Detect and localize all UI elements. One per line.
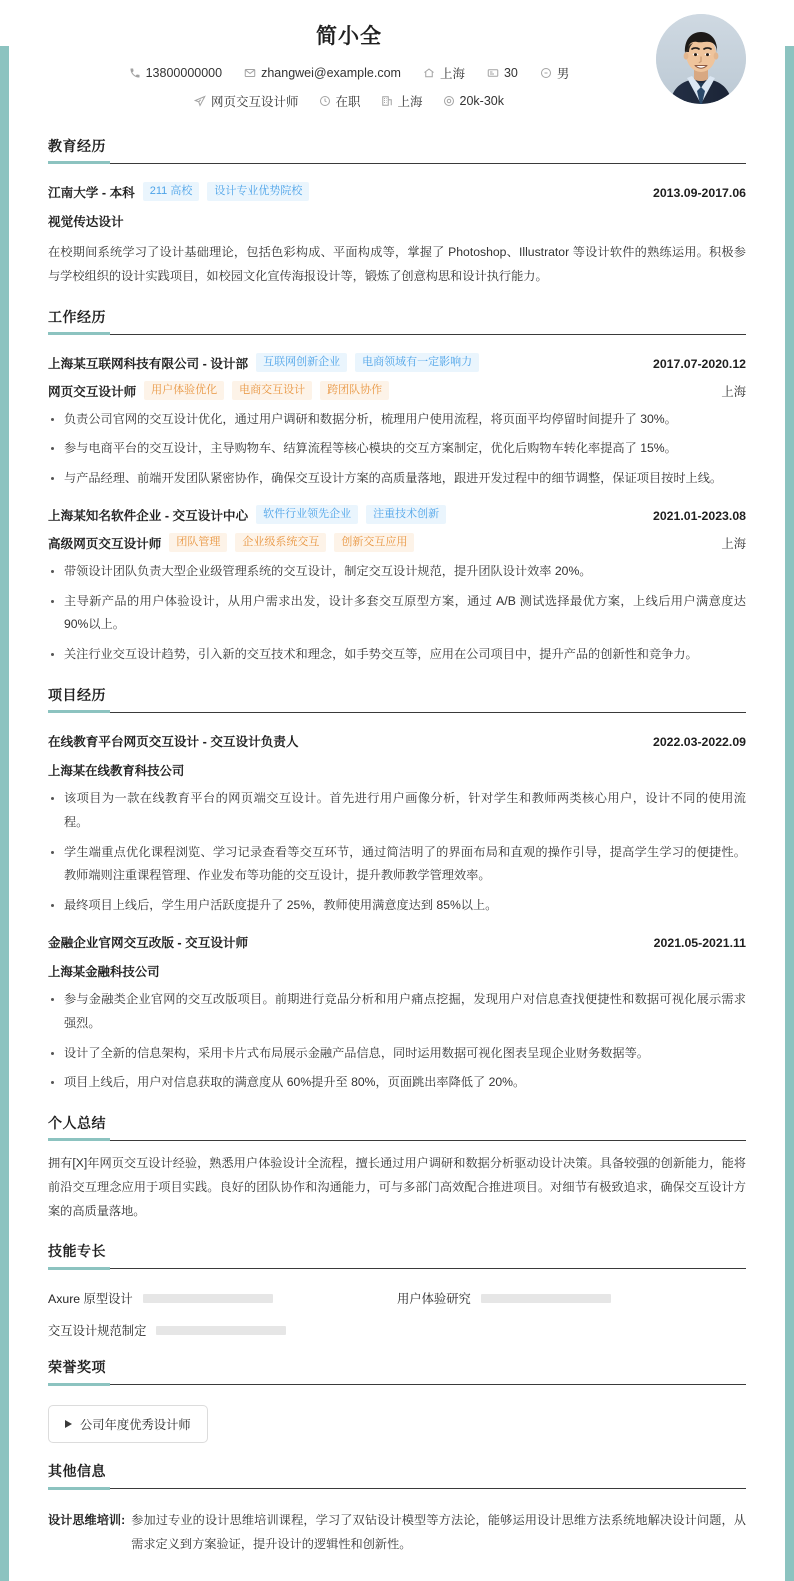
job-meta-row	[48, 92, 746, 110]
work-location: 上海	[721, 384, 746, 399]
contact-age-text: 30	[503, 66, 518, 80]
project-name: 金融企业官网交互改版 - 交互设计师	[48, 935, 249, 950]
work-entry-org-group	[48, 505, 446, 524]
skill-progress-bar	[143, 1294, 273, 1303]
work-role: 网页交互设计师	[48, 384, 137, 399]
project-bullet: 学生端重点优化课程浏览、学习记录查看等交互环节，通过简洁明了的界面布局和直观的操作引导，提高学生学习的便捷性。教师端则注重课程管理、作业发布等功能的交互设计，提升教师教学管理效率。	[48, 841, 746, 889]
work-bullet: 负责公司官网的交互设计优化，通过用户调研和数据分析，梳理用户使用流程，将页面平均停留时间提升了 30%。	[48, 408, 746, 432]
section-header-education	[48, 136, 746, 164]
section-header-summary	[48, 1113, 746, 1141]
project-entry-headline	[48, 731, 746, 750]
education-tag: 设计专业优势院校	[207, 182, 309, 201]
section-title-work: 工作经历	[48, 308, 106, 325]
section-other-info	[48, 1461, 746, 1557]
education-date: 2013.09-2017.06	[653, 186, 746, 200]
job-target-text: 网页交互设计师	[210, 95, 299, 109]
project-company: 上海某在线教育科技公司	[48, 764, 185, 779]
work-company: 上海某互联网科技有限公司 - 设计部	[48, 356, 249, 371]
section-header-projects	[48, 685, 746, 713]
skill-item	[48, 1289, 397, 1307]
contact-age	[487, 66, 518, 80]
candidate-name: 简小全	[316, 25, 382, 48]
work-company-tag: 电商领域有一定影响力	[355, 353, 479, 372]
skill-item	[397, 1289, 746, 1307]
email-icon	[244, 67, 256, 79]
project-entry	[48, 918, 746, 1095]
work-role-group	[48, 381, 389, 400]
honor-chip[interactable]	[48, 1405, 208, 1443]
id-card-icon	[487, 67, 499, 79]
job-city-text: 上海	[397, 95, 423, 109]
section-projects	[48, 685, 746, 1095]
other-info-label: 设计思维培训:	[48, 1513, 126, 1528]
project-bullet-list	[48, 988, 746, 1095]
avatar-photo	[656, 14, 746, 104]
skill-progress-bar	[481, 1294, 611, 1303]
education-tag: 211 高校	[143, 182, 200, 201]
job-salary-text: 20k-30k	[459, 94, 505, 108]
section-work	[48, 307, 746, 667]
section-title-other-info: 其他信息	[48, 1463, 106, 1480]
work-company-tag: 注重技术创新	[366, 505, 446, 524]
education-major: 视觉传达设计	[48, 215, 124, 229]
work-company-tag: 互联网创新企业	[256, 353, 347, 372]
section-education	[48, 136, 746, 289]
play-triangle-icon	[65, 1420, 72, 1428]
section-skills	[48, 1241, 746, 1339]
work-entry-role-row	[48, 533, 746, 552]
work-bullet: 与产品经理、前端开发团队紧密协作，确保交互设计方案的高质量落地，跟进开发过程中的细节调整，保证项目按时上线。	[48, 467, 746, 491]
honors-list	[48, 1389, 746, 1443]
other-info-item	[48, 1493, 746, 1557]
gender-icon	[540, 67, 552, 79]
contact-email	[244, 66, 401, 80]
work-bullet-list	[48, 408, 746, 491]
contact-row	[48, 64, 746, 82]
work-entry-org-group	[48, 353, 479, 372]
project-bullet-list	[48, 787, 746, 918]
skill-progress-bar	[156, 1326, 286, 1335]
education-school: 江南大学 - 本科	[48, 186, 135, 200]
work-bullet: 主导新产品的用户体验设计，从用户需求出发，设计多套交互原型方案，通过 A/B 测试选择最优方案，上线后用户满意度达 90%以上。	[48, 590, 746, 638]
work-entry-role-row	[48, 381, 746, 400]
work-date: 2021.01-2023.08	[653, 508, 746, 523]
project-name: 在线教育平台网页交互设计 - 交互设计负责人	[48, 735, 299, 750]
education-entry-org-group	[48, 182, 309, 201]
work-company: 上海某知名软件企业 - 交互设计中心	[48, 508, 249, 523]
work-bullet: 关注行业交互设计趋势，引入新的交互技术和理念，如手势交互等，应用在公司项目中，提升产品的创新性和竞争力。	[48, 643, 746, 667]
project-entry-headline	[48, 932, 746, 951]
work-entry-headline	[48, 505, 746, 524]
work-role-tag: 跨团队协作	[320, 381, 389, 400]
contact-gender-text: 男	[556, 67, 570, 81]
work-entry	[48, 339, 746, 491]
project-bullet: 设计了全新的信息架构，采用卡片式布局展示金融产品信息，同时运用数据可视化图表呈现企业财务数据等。	[48, 1042, 746, 1066]
work-role: 高级网页交互设计师	[48, 536, 162, 551]
work-bullet-list	[48, 560, 746, 667]
project-date: 2021.05-2021.11	[653, 935, 746, 950]
section-title-honors: 荣誉奖项	[48, 1359, 106, 1376]
work-role-tag: 用户体验优化	[144, 381, 224, 400]
job-status	[319, 92, 361, 110]
section-title-projects: 项目经历	[48, 687, 106, 704]
contact-email-text: zhangwei@example.com	[261, 66, 401, 80]
work-role-tag: 电商交互设计	[232, 381, 312, 400]
section-title-skills: 技能专长	[48, 1243, 106, 1260]
phone-icon	[129, 67, 141, 79]
status-circle-icon	[319, 95, 331, 107]
section-header-other-info	[48, 1461, 746, 1489]
job-status-text: 在职	[335, 95, 361, 109]
work-location: 上海	[721, 536, 746, 551]
education-entry-headline	[48, 182, 746, 201]
project-entry	[48, 717, 746, 918]
work-bullet: 参与电商平台的交互设计，主导购物车、结算流程等核心模块的交互方案制定，优化后购物车转化率提高了 15%。	[48, 437, 746, 461]
skill-label: 用户体验研究	[397, 1292, 471, 1307]
work-role-tag: 团队管理	[169, 533, 227, 552]
summary-text: 拥有[X]年网页交互设计经验，熟悉用户体验设计全流程，擅长通过用户调研和数据分析驱动设计决策。具备较强的创新能力，能将前沿交互理念应用于项目实践。良好的团队协作和沟通能力，可与多部门高效配合推进项目。对细节有极致追求，确保交互设计方案的高质量落地。	[48, 1156, 746, 1218]
project-bullet: 项目上线后，用户对信息获取的满意度从 60%提升至 80%，页面跳出率降低了 20%。	[48, 1071, 746, 1095]
building-icon	[381, 95, 393, 107]
honor-label: 公司年度优秀设计师	[80, 1418, 191, 1433]
work-role-tag: 企业级系统交互	[235, 533, 326, 552]
salary-icon	[443, 95, 455, 107]
work-bullet: 带领设计团队负责大型企业级管理系统的交互设计，制定交互设计规范，提升团队设计效率 20%。	[48, 560, 746, 584]
project-company: 上海某金融科技公司	[48, 964, 160, 979]
work-date: 2017.07-2020.12	[653, 356, 746, 371]
work-entry-headline	[48, 353, 746, 372]
section-honors	[48, 1357, 746, 1443]
skill-label: Axure 原型设计	[48, 1292, 133, 1307]
section-summary	[48, 1113, 746, 1223]
project-bullet: 参与金融类企业官网的交互改版项目。前期进行竞品分析和用户痛点挖掘，发现用户对信息查找便捷性和数据可视化展示需求强烈。	[48, 988, 746, 1036]
other-info-text: 参加过专业的设计思维培训课程，学习了双钻设计模型等方法论，能够运用设计思维方法系统地解决设计问题，从需求定义到方案验证，提升设计的逻辑性和创新性。	[131, 1513, 746, 1552]
paper-plane-icon	[194, 95, 206, 107]
avatar	[656, 14, 746, 104]
work-company-tag: 软件行业领先企业	[256, 505, 358, 524]
project-bullet: 该项目为一款在线教育平台的网页端交互设计。首先进行用户画像分析，针对学生和教师两类核心用户，设计不同的使用流程。	[48, 787, 746, 835]
work-entry	[48, 491, 746, 667]
project-bullet: 最终项目上线后，学生用户活跃度提升了 25%，教师使用满意度达到 85%以上。	[48, 894, 746, 918]
job-salary	[443, 94, 504, 108]
home-icon	[423, 67, 435, 79]
project-date: 2022.03-2022.09	[653, 735, 746, 750]
work-role-tag: 创新交互应用	[334, 533, 414, 552]
section-title-summary: 个人总结	[48, 1115, 106, 1132]
section-header-skills	[48, 1241, 746, 1269]
contact-phone	[129, 66, 222, 80]
section-title-education: 教育经历	[48, 138, 106, 154]
section-header-work	[48, 307, 746, 335]
education-entry	[48, 168, 746, 289]
work-role-group	[48, 533, 414, 552]
contact-city	[423, 64, 465, 82]
skills-grid	[48, 1273, 746, 1339]
contact-city-text: 上海	[439, 67, 465, 81]
skill-item	[48, 1321, 397, 1339]
skill-label: 交互设计规范制定	[48, 1324, 147, 1339]
resume-header	[48, 0, 746, 118]
job-city	[381, 92, 423, 110]
section-header-honors	[48, 1357, 746, 1385]
contact-phone-text: 13800000000	[145, 66, 223, 80]
job-target	[194, 92, 299, 110]
contact-gender	[540, 64, 570, 82]
education-description: 在校期间系统学习了设计基础理论，包括色彩构成、平面构成等，掌握了 Photoshop、Illustrator 等设计软件的熟练运用。积极参与学校组织的设计实践项目，如校园文化宣传海报设计等，锻炼了创意构思和设计执行能力。	[48, 245, 746, 283]
